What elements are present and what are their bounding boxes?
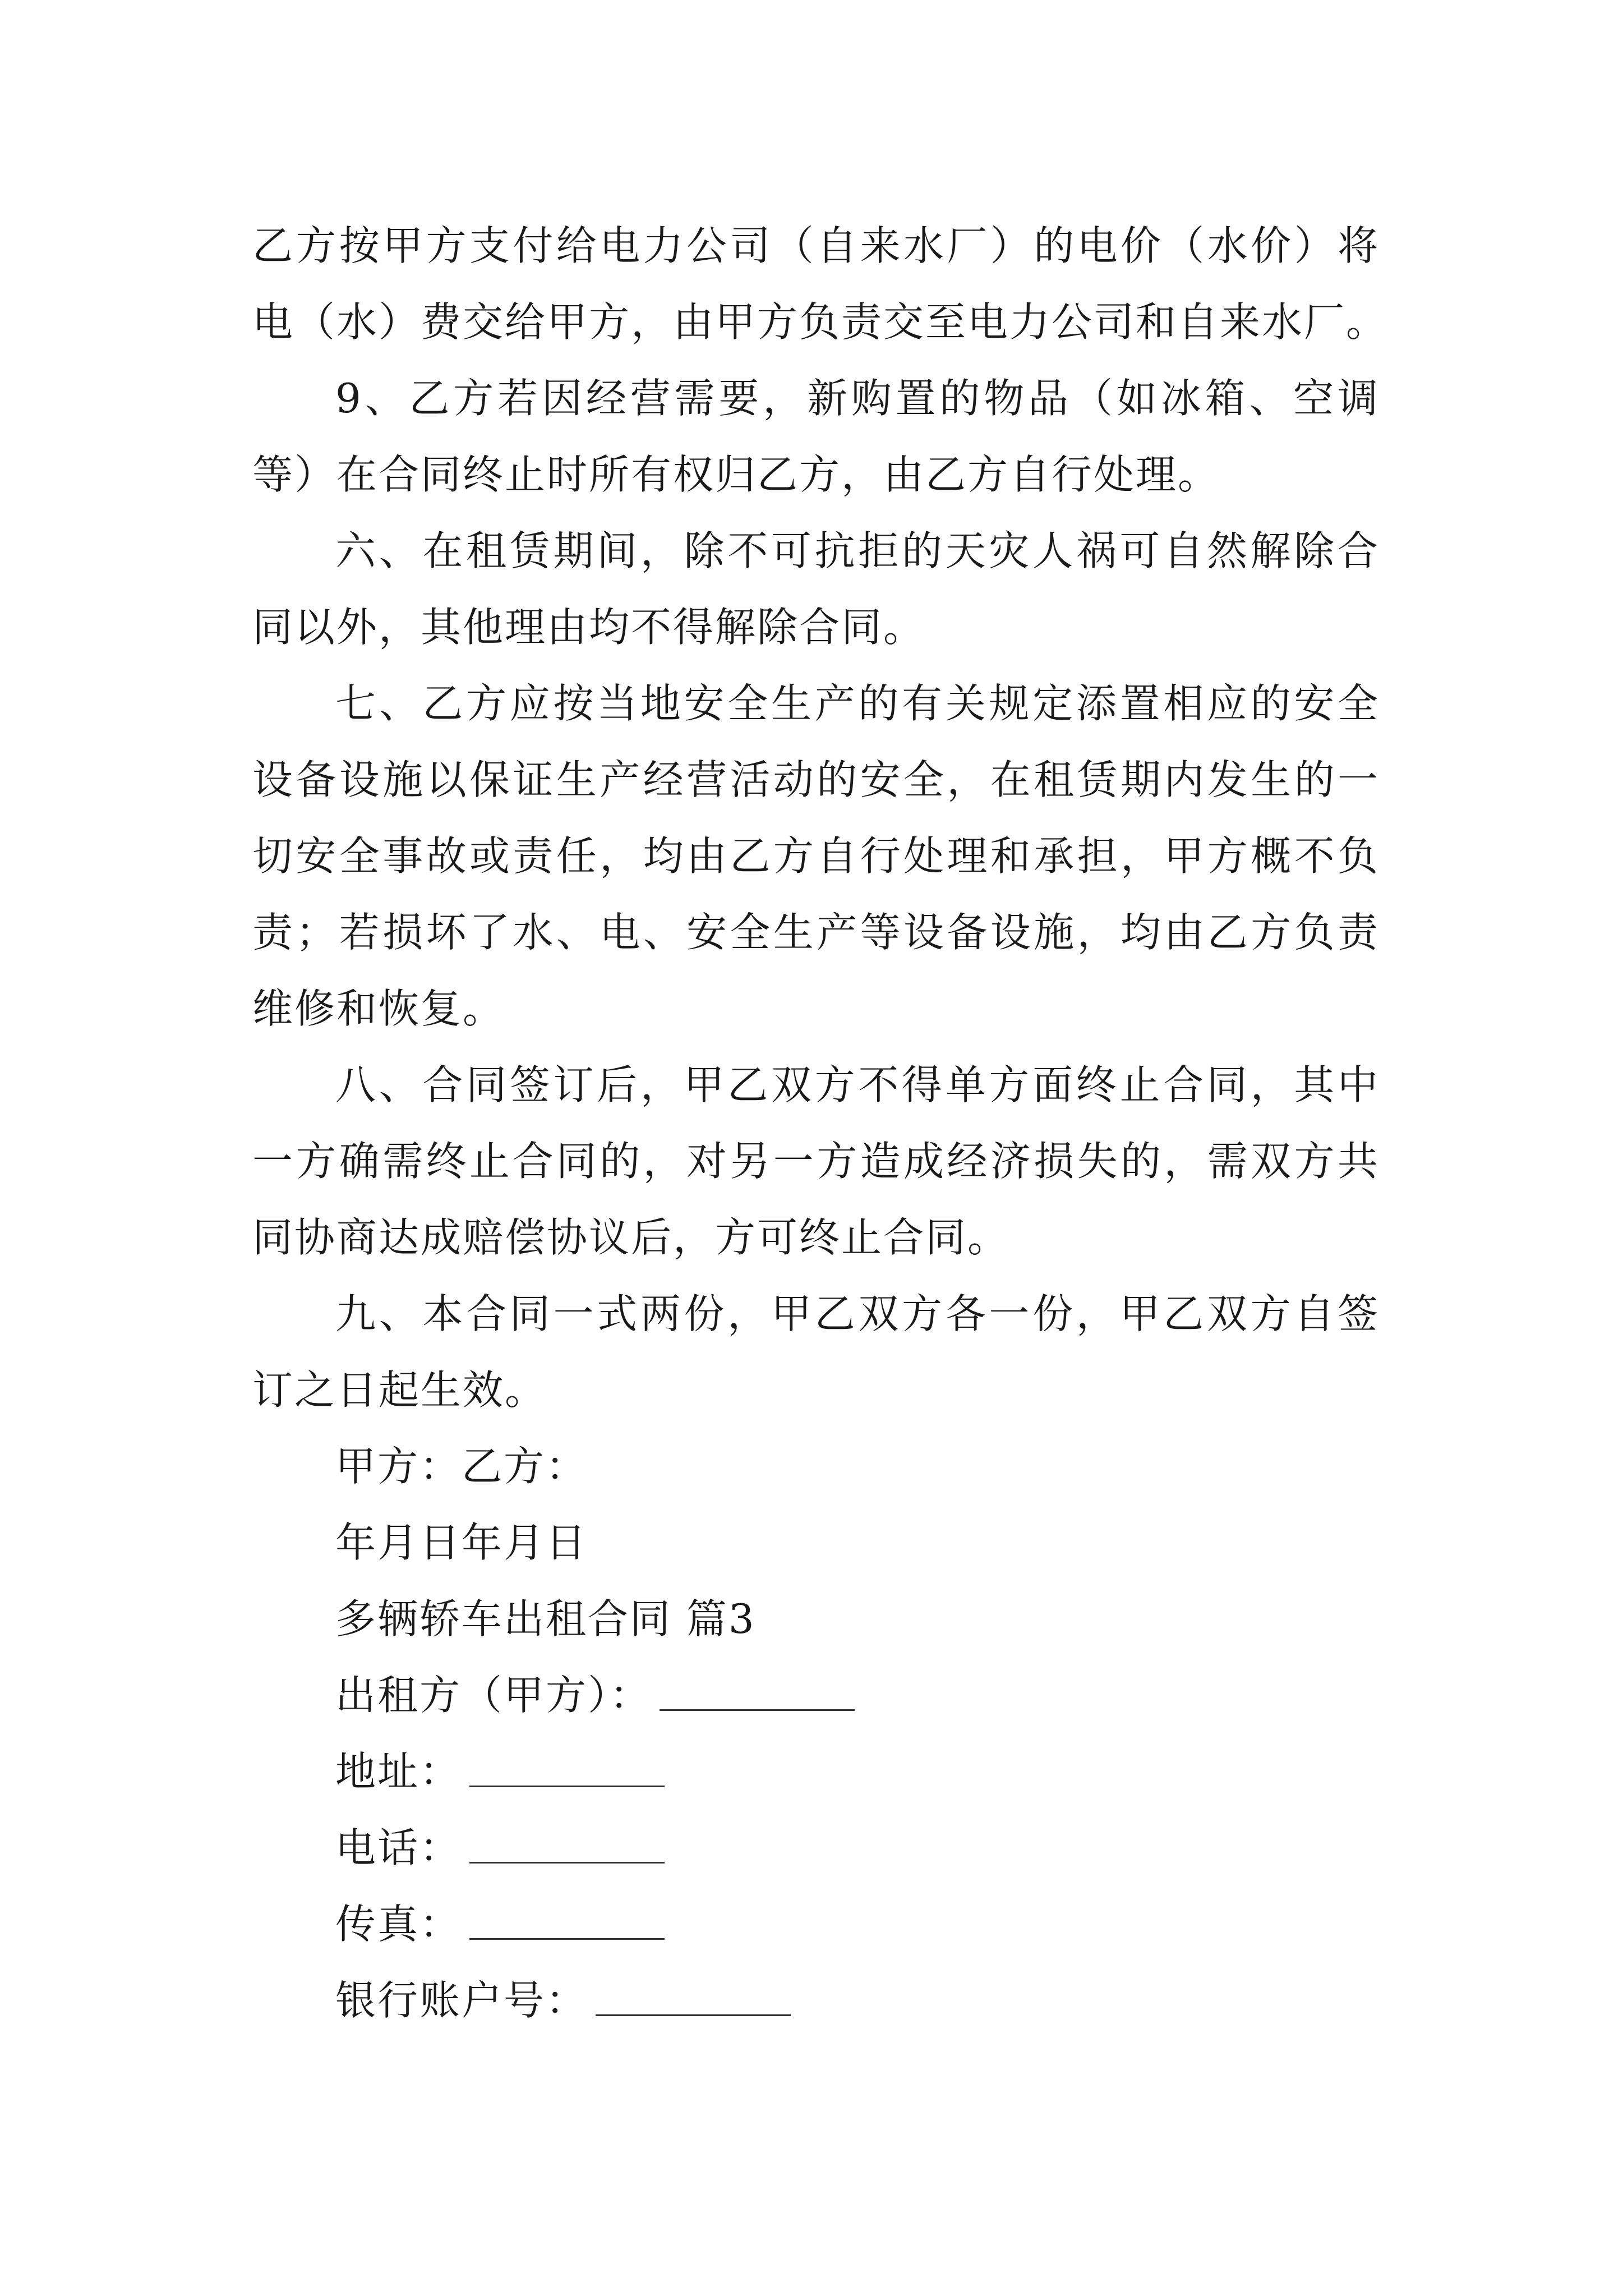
form-field-label: 地址：: [335, 1748, 462, 1795]
paragraph-line: 设备设施以保证生产经营活动的安全，在租赁期内发生的一: [252, 756, 1380, 803]
signature-parties: 甲方：乙方：: [335, 1443, 588, 1490]
paragraph-line: 责；若损坏了水、电、安全生产等设备设施，均由乙方负责: [252, 909, 1380, 956]
paragraph-line: 等）在合同终止时所有权归乙方，由乙方自行处理。: [252, 451, 1220, 498]
fill-in-blank: [469, 1860, 665, 1864]
paragraph-line: 六、在租赁期间，除不可抗拒的天灾人祸可自然解除合: [335, 527, 1380, 574]
paragraph-line: 九、本合同一式两份，甲乙双方各一份，甲乙双方自签: [335, 1290, 1380, 1337]
form-field-bank-account: [252, 1962, 1380, 2039]
form-field-label: 出租方（甲方）：: [335, 1672, 652, 1719]
section-title: 多辆轿车出租合同 篇3: [335, 1595, 756, 1642]
signature-dates: 年月日年月日: [335, 1519, 588, 1566]
form-field-lessor: [252, 1657, 1380, 1733]
paragraph-line: 切安全事故或责任，均由乙方自行处理和承担，甲方概不负: [252, 832, 1380, 880]
paragraph-line: 八、合同签订后，甲乙双方不得单方面终止合同，其中: [335, 1061, 1380, 1108]
form-field-label: 传真：: [335, 1901, 462, 1948]
document-body: [252, 208, 1389, 2039]
fill-in-blank: [596, 2012, 791, 2016]
paragraph-line: 订之日起生效。: [252, 1366, 547, 1414]
fill-in-blank: [469, 1936, 665, 1940]
form-field-phone: [252, 1810, 1380, 1886]
paragraph-line: 乙方按甲方支付给电力公司（自来水厂）的电价（水价）将: [252, 222, 1380, 269]
form-field-fax: [252, 1886, 1380, 1962]
paragraph-line: 维修和恢复。: [252, 985, 505, 1032]
paragraph-line: 同协商达成赔偿协议后，方可终止合同。: [252, 1214, 1010, 1261]
fill-in-blank: [469, 1783, 665, 1787]
form-field-address: [252, 1733, 1380, 1810]
form-field-label: 电话：: [335, 1824, 462, 1871]
paragraph-line: 一方确需终止合同的，对另一方造成经济损失的，需双方共: [252, 1138, 1380, 1185]
paragraph-line: 七、乙方应按当地安全生产的有关规定添置相应的安全: [335, 680, 1380, 727]
paragraph-line: 电（水）费交给甲方，由甲方负责交至电力公司和自来水厂。: [252, 298, 1389, 346]
form-field-label: 银行账户号：: [335, 1977, 588, 2024]
fill-in-blank: [660, 1707, 855, 1711]
paragraph-line: 同以外，其他理由均不得解除合同。: [252, 604, 926, 651]
paragraph-line: 9、乙方若因经营需要，新购置的物品（如冰箱、空调: [335, 375, 1380, 422]
